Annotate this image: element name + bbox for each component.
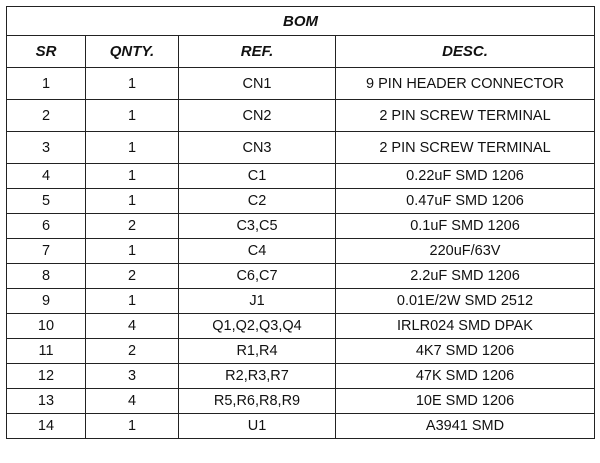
table-row: [7, 214, 595, 239]
cell-qty: 1: [86, 414, 179, 439]
cell-qty: 2: [86, 339, 179, 364]
table-row: [7, 289, 595, 314]
cell-ref: J1: [179, 289, 336, 314]
header-ref: REF.: [179, 36, 336, 68]
table-row: [7, 239, 595, 264]
cell-qty: 1: [86, 239, 179, 264]
cell-sr: 13: [7, 389, 86, 414]
cell-qty: 1: [86, 189, 179, 214]
table-row: [7, 100, 595, 132]
cell-sr: 11: [7, 339, 86, 364]
header-desc: DESC.: [336, 36, 595, 68]
cell-ref: C1: [179, 164, 336, 189]
cell-qty: 1: [86, 132, 179, 164]
cell-qty: 4: [86, 389, 179, 414]
cell-ref: C4: [179, 239, 336, 264]
cell-qty: 1: [86, 164, 179, 189]
table-row: [7, 314, 595, 339]
cell-ref: R5,R6,R8,R9: [179, 389, 336, 414]
table-row: [7, 132, 595, 164]
cell-qty: 3: [86, 364, 179, 389]
cell-desc: 0.01E/2W SMD 2512: [336, 289, 595, 314]
cell-ref: Q1,Q2,Q3,Q4: [179, 314, 336, 339]
cell-desc: 220uF/63V: [336, 239, 595, 264]
cell-qty: 2: [86, 214, 179, 239]
bom-table: [6, 6, 595, 439]
cell-ref: R2,R3,R7: [179, 364, 336, 389]
cell-ref: C6,C7: [179, 264, 336, 289]
cell-ref: C2: [179, 189, 336, 214]
cell-sr: 2: [7, 100, 86, 132]
cell-desc: IRLR024 SMD DPAK: [336, 314, 595, 339]
cell-sr: 10: [7, 314, 86, 339]
table-row: [7, 364, 595, 389]
table-row: [7, 414, 595, 439]
cell-ref: CN1: [179, 68, 336, 100]
table-row: [7, 389, 595, 414]
cell-ref: U1: [179, 414, 336, 439]
cell-qty: 1: [86, 68, 179, 100]
table-row: [7, 339, 595, 364]
table-row: [7, 189, 595, 214]
cell-desc: 2.2uF SMD 1206: [336, 264, 595, 289]
cell-sr: 1: [7, 68, 86, 100]
cell-sr: 5: [7, 189, 86, 214]
table-row: [7, 164, 595, 189]
cell-qty: 1: [86, 100, 179, 132]
cell-ref: CN2: [179, 100, 336, 132]
cell-qty: 2: [86, 264, 179, 289]
cell-sr: 12: [7, 364, 86, 389]
title-row: [7, 7, 595, 36]
cell-qty: 1: [86, 289, 179, 314]
cell-desc: 0.47uF SMD 1206: [336, 189, 595, 214]
cell-sr: 7: [7, 239, 86, 264]
cell-sr: 9: [7, 289, 86, 314]
header-row: [7, 36, 595, 68]
cell-desc: 0.1uF SMD 1206: [336, 214, 595, 239]
cell-sr: 8: [7, 264, 86, 289]
table-row: [7, 68, 595, 100]
cell-desc: 2 PIN SCREW TERMINAL: [336, 132, 595, 164]
cell-desc: 4K7 SMD 1206: [336, 339, 595, 364]
cell-desc: 2 PIN SCREW TERMINAL: [336, 100, 595, 132]
table-title: BOM: [7, 7, 595, 36]
header-sr: SR: [7, 36, 86, 68]
cell-sr: 6: [7, 214, 86, 239]
cell-desc: 10E SMD 1206: [336, 389, 595, 414]
cell-sr: 3: [7, 132, 86, 164]
cell-ref: CN3: [179, 132, 336, 164]
cell-desc: 47K SMD 1206: [336, 364, 595, 389]
cell-sr: 4: [7, 164, 86, 189]
table-row: [7, 264, 595, 289]
cell-qty: 4: [86, 314, 179, 339]
cell-desc: 9 PIN HEADER CONNECTOR: [336, 68, 595, 100]
header-qty: QNTY.: [86, 36, 179, 68]
cell-desc: A3941 SMD: [336, 414, 595, 439]
cell-ref: C3,C5: [179, 214, 336, 239]
cell-sr: 14: [7, 414, 86, 439]
cell-desc: 0.22uF SMD 1206: [336, 164, 595, 189]
cell-ref: R1,R4: [179, 339, 336, 364]
